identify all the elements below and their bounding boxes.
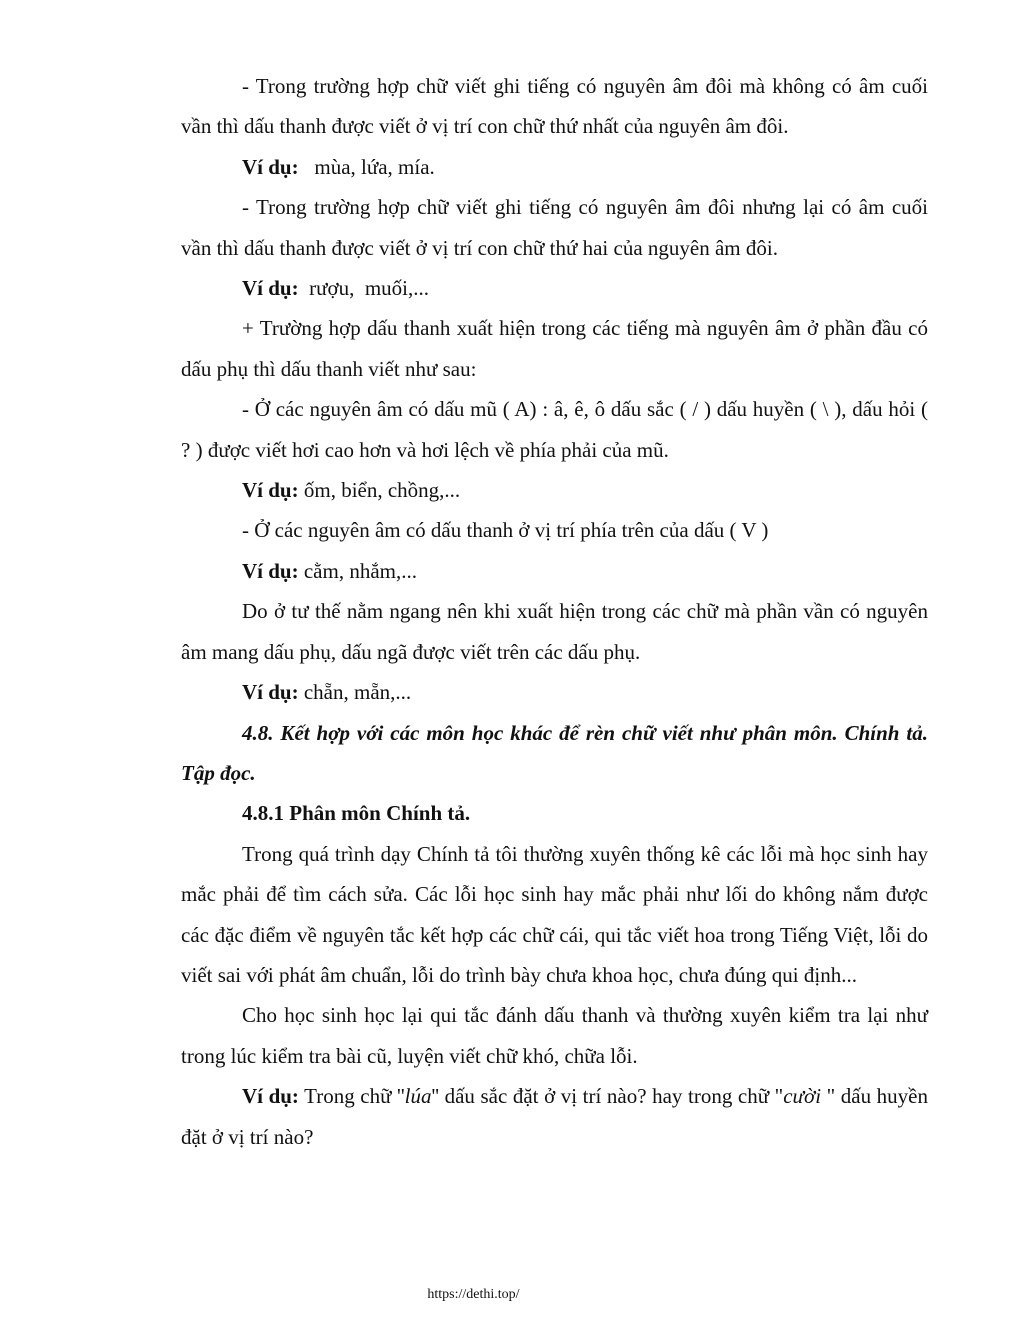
paragraph-circumflex: - Ở các nguyên âm có dấu mũ ( A) : â, ê, ô dấu sắc ( / ) dấu huyền ( \ ), dấu hỏi ( ? ) được viết hơi cao hơn và hơi lệch về phía phải của mũ. [181, 397, 928, 462]
example-text-c: " dấu huyền đặt ở vị trí nào? [181, 1084, 928, 1149]
section-heading-4-8: 4.8. Kết hợp với các môn học khác để rèn chữ viết như phân môn. Chính tả. Tập đọc. [181, 720, 928, 785]
example-text: ốm, biển, chồng,... [298, 478, 461, 503]
example-label: Ví dụ: [242, 154, 299, 179]
example-text: cằm, nhắm,... [298, 558, 417, 583]
example-4 [181, 551, 928, 591]
example-text: rượu, muối,... [298, 276, 430, 301]
example-text: chẵn, mẵn,... [298, 680, 412, 705]
example-6 [181, 1076, 928, 1157]
example-text-a: Trong chữ '' [298, 1084, 405, 1109]
example-word-cuoi: cười [783, 1084, 822, 1109]
example-2 [181, 268, 928, 308]
example-label: Ví dụ: [242, 478, 299, 503]
paragraph-breve: - Ở các nguyên âm có dấu thanh ở vị trí phía trên của dấu ( V ) [242, 518, 769, 543]
example-label: Ví dụ: [242, 276, 299, 301]
paragraph-tone-rules: Cho học sinh học lại qui tắc đánh dấu thanh và thường xuyên kiểm tra lại như trong lúc kiểm tra bài cũ, luyện viết chữ khó, chữa lỗi. [181, 1003, 928, 1068]
section-heading-4-8-1: 4.8.1 Phân môn Chính tả. [242, 801, 471, 826]
paragraph-diacritic-case: + Trường hợp dấu thanh xuất hiện trong các tiếng mà nguyên âm ở phần đầu có dấu phụ thì dấu thanh viết như sau: [181, 316, 928, 381]
example-label: Ví dụ: [242, 1084, 299, 1109]
example-label: Ví dụ: [242, 558, 299, 583]
example-3 [181, 470, 928, 510]
paragraph-diphthong-no-final: - Trong trường hợp chữ viết ghi tiếng có nguyên âm đôi mà không có âm cuối vần thì dấu thanh được viết ở vị trí con chữ thứ nhất của nguyên âm đôi. [181, 74, 928, 139]
example-word-lua: lúa [404, 1084, 432, 1109]
example-text: mùa, lứa, mía. [298, 154, 435, 179]
paragraph-diphthong-with-final: - Trong trường hợp chữ viết ghi tiếng có nguyên âm đôi nhưng lại có âm cuối vần thì dấu thanh được viết ở vị trí con chữ thứ hai của nguyên âm đôi. [181, 195, 928, 260]
paragraph-spelling-errors: Trong quá trình dạy Chính tả tôi thường xuyên thống kê các lỗi mà học sinh hay mắc phải để tìm cách sửa. Các lỗi học sinh hay mắc phải như lối do không nắm được các đặc điểm về nguyên tắc kết hợp các chữ cái, qui tắc viết hoa trong Tiếng Việt, lỗi do viết sai với phát âm chuẩn, lỗi do trình bày chưa khoa học, chưa đúng qui định... [181, 841, 928, 987]
footer-url[interactable]: https://dethi.top/ [427, 1287, 520, 1302]
example-text-b: '' dấu sắc đặt ở vị trí nào? hay trong chữ " [431, 1084, 784, 1109]
example-label: Ví dụ: [242, 680, 299, 705]
paragraph-tilde: Do ở tư thế nằm ngang nên khi xuất hiện trong các chữ mà phần vần có nguyên âm mang dấu phụ, dấu ngã được viết trên các dấu phụ. [181, 599, 928, 664]
document-page [181, 66, 928, 1157]
example-5 [181, 672, 928, 712]
example-1 [181, 147, 928, 187]
